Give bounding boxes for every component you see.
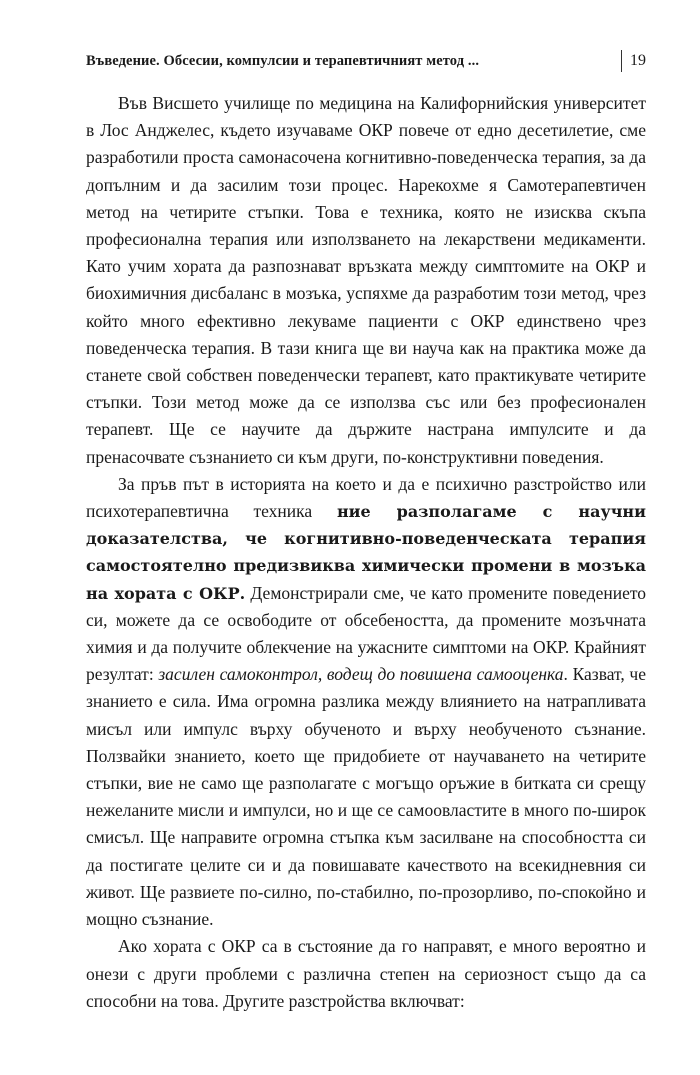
running-header [86,48,646,74]
body-text [86,90,646,1015]
folio [621,50,646,72]
paragraph-3: Ако хората с ОКР са в състояние да го направят, е много вероятно и онези с други проблеми с различна степен на сериозност също да са способни на това. Другите разстройства включват: [86,936,646,1011]
folio-divider [621,50,622,72]
paragraph-2-italic: засилен самоконтрол, водещ до повишена самооценка [158,664,564,685]
paragraph-2-after: . Казват, че знанието е сила. Има огромна разлика между влиянието на натрапливата мисъл или импулс върху обученото и върху необученото съзнание. Ползвайки знанието, което ще придобиете от научаването на четирите стъпки, вие не само ще разполагате с могъщо оръжие в битката си срещу нежеланите мисли и импулси, но и ще се самоовластите в много по-широк смисъл. Ще направите огромна стъпка към засилване на способността си да постигате целите си и да повишавате качеството на всекидневния си живот. Ще развиете по-силно, по-стабилно, по-прозорливо, по-спокойно и мощно съзнание. [86,664,646,930]
paragraph-2 [86,471,646,933]
paragraph-2-bold: ние разполагаме с научни доказателства, че когнитивно-поведенческата терапия самостоятелно предизвиква химически промени в мозъка на хората с ОКР. [86,502,646,603]
paragraph-2-middle: Демонстрирали сме, че като промените поведението си, можете да се освободите от обсебеността, да промените мозъчната химия и да получите облекчение на ужасните симптоми на ОКР. Крайният резултат: [86,582,647,685]
running-title: Въведение. Обсесии, компулсии и терапевтичният метод ... [86,52,480,69]
paragraph-2-before: За пръв път в историята на което и да е психично разстройство или психотерапевтична техника [86,473,646,522]
page-number: 19 [630,52,646,69]
paragraph-1: Във Висшето училище по медицина на Калифорнийския университет в Лос Анджелес, където изучаваме ОКР повече от едно десетилетие, сме разработили проста самонасочена когнитивно-поведенческа терапия, за да допълним и да засилим този процес. Нарекохме я Самотерапевтичен метод на четирите стъпки. Това е техника, която не изисква скъпа професионална терапия или използването на лекарствени медикаменти. Като учим хората да разпознават връзката между симптомите на ОКР и биохимичния дисбаланс в мозъка, успяхме да разработим този метод, чрез който много ефективно лекуваме пациенти с ОКР единствено чрез поведенческа терапия. В тази книга ще ви науча как на практика може да станете свой собствен поведенчески терапевт, като практикувате четирите стъпки. Този метод може да се използва със или без професионален терапевт. Ще се научите да държите настрана импулсите и да пренасочвате съзнанието си към други, по-конструктивни поведения. [86,93,646,467]
